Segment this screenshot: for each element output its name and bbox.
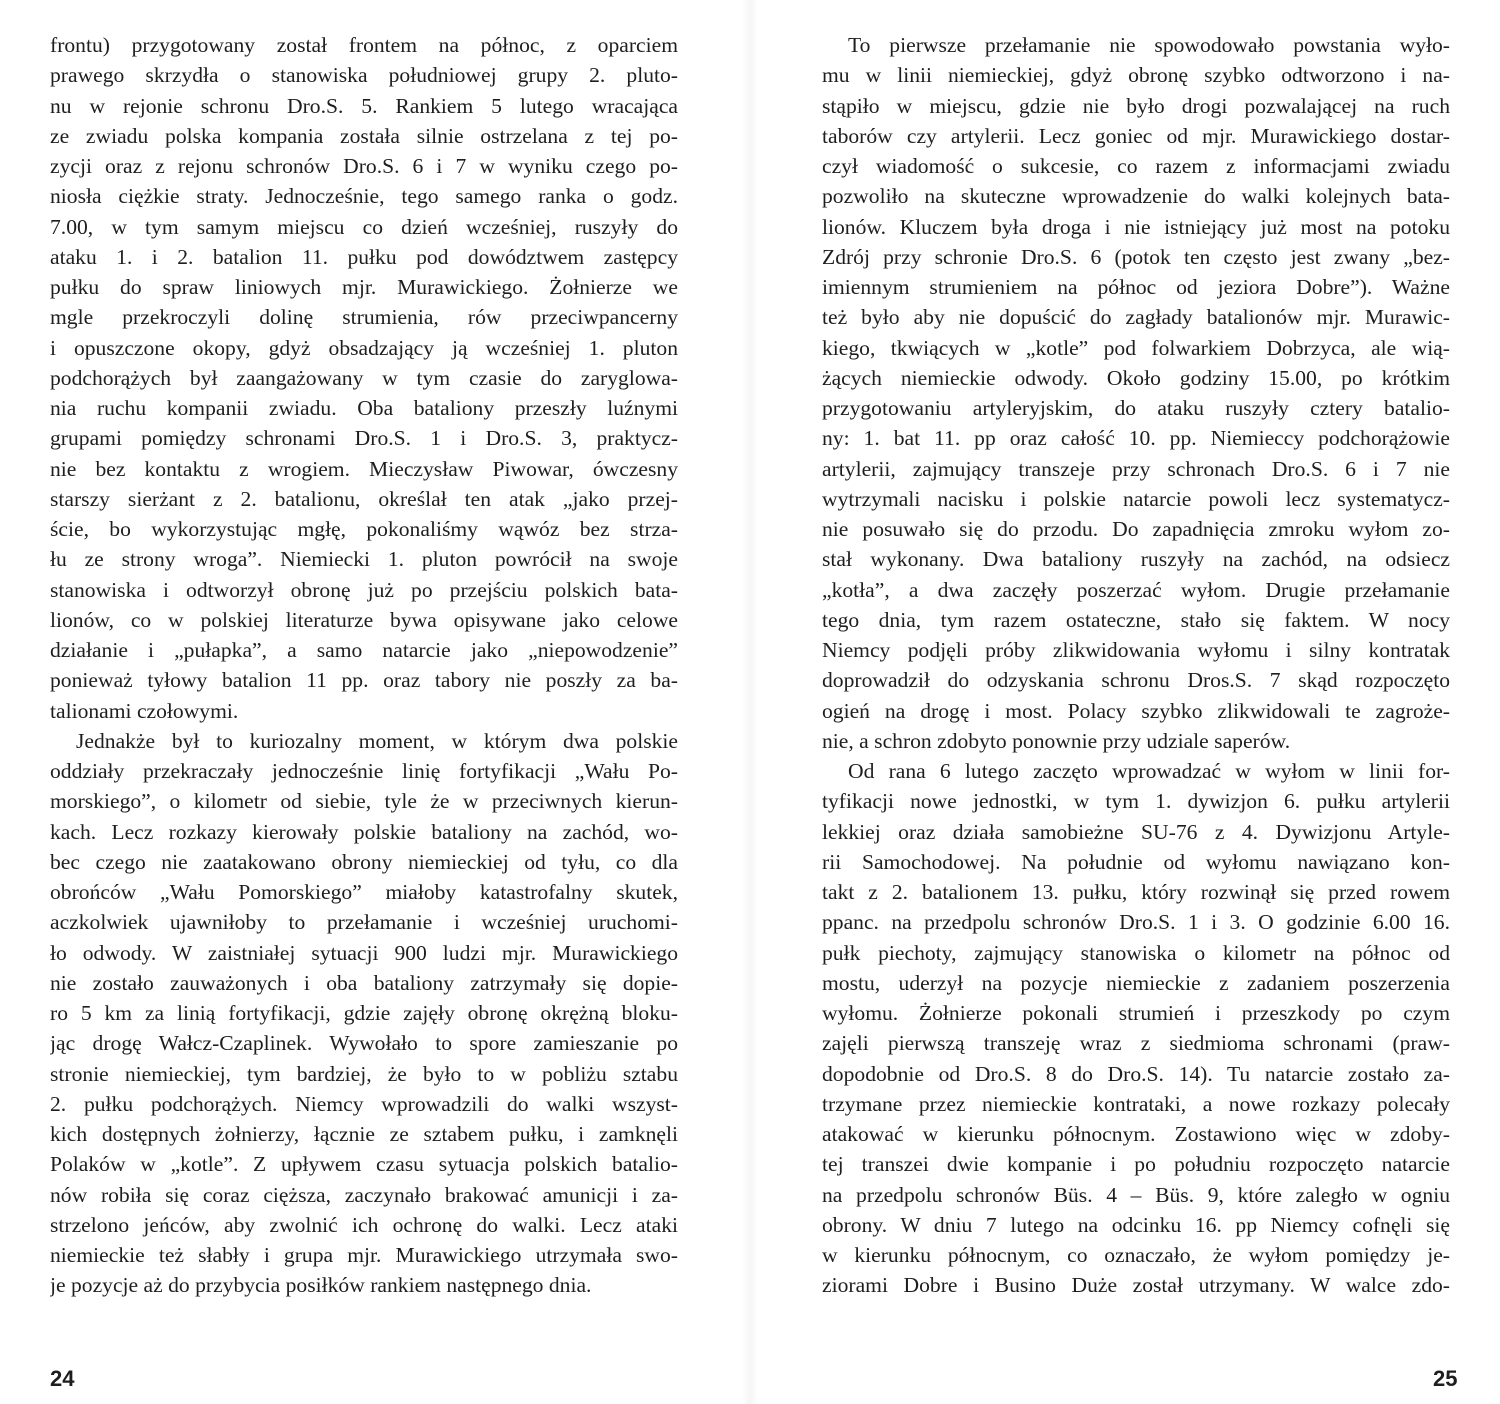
text-line: artylerii, zajmujący transzeje przy schronach Dro.S. 6 i 7 nie (822, 456, 1450, 481)
text-line: na przedpolu schronów Büs. 4 – Büs. 9, które zaległo w ogniu (822, 1182, 1450, 1207)
text-line: nie bez kontaktu z wrogiem. Mieczysław Piwowar, ówczesny (50, 456, 678, 481)
text-line: oddziały przekraczały jednocześnie linię fortyfikacji „Wału Po- (50, 759, 678, 783)
text-line: jąc drogę Wałcz-Czaplinek. Wywołało to spore zamieszanie po (50, 1031, 678, 1056)
text-line: w kierunku północnym, co oznaczało, że wyłom pomiędzy je- (822, 1243, 1450, 1267)
text-line: ro 5 km za linią fortyfikacji, gdzie zajęły obronę okrężną bloku- (50, 1001, 678, 1025)
text-line: Polaków w „kotle”. Z upływem czasu sytuacja polskich batalio- (50, 1152, 678, 1177)
text-line: podchorążych był zaangażowany w tym czasie do zaryglowa- (50, 365, 678, 390)
text-line: obrońców „Wału Pomorskiego” miałoby katastrofalny skutek, (50, 880, 678, 904)
text-line: ny: 1. bat 11. pp oraz całość 10. pp. Niemieccy podchorążowie (822, 426, 1450, 451)
text-line: lionów, co w polskiej literaturze bywa opisywane jako celowe (50, 607, 678, 632)
text-line: ponieważ tyłowy batalion 11 pp. oraz tabory nie poszły za ba- (50, 668, 678, 693)
text-line: ppanc. na przedpolu schronów Dro.S. 1 i 3. O godzinie 6.00 16. (822, 910, 1450, 935)
text-line: żących niemieckie odwody. Około godziny 15.00, po krótkim (822, 365, 1450, 390)
text-line: zajęli pierwszą transzeję wraz z siedmioma schronami (praw- (822, 1031, 1450, 1056)
paragraph-end-line: talionami czołowymi. (50, 698, 239, 723)
text-line: morskiego”, o kilometr od siebie, tyle że w przeciwnych kierun- (50, 789, 678, 814)
text-line: grupami pomiędzy schronami Dro.S. 1 i Dro.S. 3, praktycz- (50, 426, 678, 451)
text-line: lionów. Kluczem była droga i nie istniejący już most na potoku (822, 214, 1450, 239)
text-line: 2. pułku podchorążych. Niemcy wprowadzili do walki wszyst- (50, 1091, 678, 1116)
text-line: strzelono jeńców, aby zwolnić ich ochronę do walki. Lecz ataki (50, 1212, 678, 1237)
paragraph-end-line: nie, a schron zdobyto ponownie przy udziale saperów. (822, 728, 1291, 753)
paragraph-end-line: je pozycje aż do przybycia posiłków rankiem następnego dnia. (50, 1273, 592, 1298)
text-line: wyłomu. Żołnierze pokonali strumień i przeszkody po czym (822, 1001, 1450, 1025)
text-line: stąpiło w miejscu, gdzie nie było drogi pozwalającej na ruch (822, 93, 1450, 118)
text-line: bec czego nie zaatakowano obrony niemieckiej od tyłu, co dla (50, 849, 678, 874)
text-line: mu w linii niemieckiej, gdyż obronę szybko odtworzono i na- (822, 63, 1450, 88)
text-line: też było aby nie dopuścić do zagłady batalionów mjr. Murawic- (822, 305, 1450, 330)
text-line: ziorami Dobre i Businо Duże został utrzymany. W walce zdo- (822, 1273, 1450, 1298)
text-line: nów robiła się coraz cięższa, zaczynało brakować amunicji i za- (50, 1182, 678, 1207)
text-line: Zdrój przy schronie Dro.S. 6 (potok ten często jest zwany „bez- (822, 244, 1450, 269)
text-line: obrony. W dniu 7 lutego na odcinku 16. pp Niemcy cofnęli się (822, 1212, 1450, 1237)
paragraph-start-line: To pierwsze przełamanie nie spowodowało powstania wyło- (848, 33, 1450, 57)
text-line: ze zwiadu polska kompania została silnie ostrzelana z tej po- (50, 123, 678, 148)
text-line: takt z 2. batalionem 13. pułku, który rozwinął się przed rowem (822, 880, 1450, 904)
text-line: doprowadził do odzyskania schronu Dros.S. 7 skąd rozpoczęto (822, 668, 1450, 693)
text-line: stronie niemieckiej, tym bardziej, że było to w pobliżu sztabu (50, 1061, 678, 1086)
text-line: aczkolwiek ujawniłoby to przełamanie i wcześniej uruchomi- (50, 910, 678, 935)
text-line: ło odwody. W zaistniałej sytuacji 900 ludzi mjr. Murawickiego (50, 940, 678, 965)
text-line: kich dostępnych żołnierzy, łącznie ze sztabem pułku, i zamknęli (50, 1122, 678, 1146)
text-line: kiego, tkwiących w „kotle” pod folwarkiem Dobrzyca, ale wią- (822, 335, 1450, 360)
text-line: ście, bo wykorzystując mgłę, pokonaliśmy wąwóz bez strza- (50, 517, 678, 541)
text-line: trzymane przez niemieckie kontrataki, a nowe rozkazy polecały (822, 1091, 1450, 1116)
text-line: starszy sierżant z 2. batalionu, określał ten atak „jako przej- (50, 486, 678, 511)
text-line: niosła ciężkie straty. Jednocześnie, tego samego ranka o godz. (50, 184, 678, 209)
paragraph-start-line: Od rana 6 lutego zaczęto wprowadzać w wyłom w linii for- (848, 759, 1450, 783)
text-line: czył wiadomość o sukcesie, co razem z informacjami zwiadu (822, 154, 1450, 178)
text-line: niemieckie też słabły i grupa mjr. Murawickiego utrzymała swo- (50, 1243, 678, 1267)
text-line: kach. Lecz rozkazy kierowały polskie bataliony na zachód, wo- (50, 819, 678, 844)
text-line: wytrzymali nacisku i polskie natarcie powoli lecz systematycz- (822, 486, 1450, 511)
text-line: 7.00, w tym samym miejscu co dzień wcześniej, ruszyły do (50, 214, 678, 239)
text-line: pułku do spraw liniowych mjr. Murawickiego. Żołnierze we (50, 275, 678, 299)
page-number: 25 (1433, 1366, 1458, 1391)
text-line: taborów czy artylerii. Lecz goniec od mjr. Murawickiego dostar- (822, 123, 1450, 148)
text-line: ataku 1. i 2. batalion 11. pułku pod dowództwem zastępcy (50, 244, 678, 269)
text-line: mgle przekroczyli dolinę strumienia, rów przeciwpancerny (50, 305, 678, 330)
text-line: imiennym strumieniem na północ od jeziora Dobre”). Ważne (822, 275, 1450, 299)
text-line: frontu) przygotowany został frontem na północ, z oparciem (50, 33, 678, 57)
text-line: i opuszczone okopy, gdyż obsadzający ją wcześniej 1. pluton (50, 335, 678, 360)
text-line: Niemcy podjęli próby zlikwidowania wyłomu i silny kontratak (822, 638, 1450, 662)
text-line: łu ze strony wroga”. Niemiecki 1. pluton powrócił na swoje (50, 547, 678, 572)
text-line: tej transzei dwie kompanie i po południu rozpoczęto natarcie (822, 1152, 1450, 1177)
text-line: tego dnia, tym razem ostateczne, stało się faktem. W nocy (822, 607, 1450, 632)
text-line: nia ruchu kompanii zwiadu. Oba bataliony przeszły luźnymi (50, 396, 678, 420)
text-line: lekkiej oraz działa samobieżne SU-76 z 4. Dywizjonu Artyle- (822, 819, 1450, 844)
right-page (750, 0, 1500, 1404)
text-line: pozwoliło na skuteczne wprowadzenie do walki kolejnych bata- (822, 184, 1450, 209)
text-line: stanowiska i odtworzył obronę już po przejściu polskich bata- (50, 577, 678, 602)
text-line: nie posuwało się do przodu. Do zapadnięcia zmroku wyłom zo- (822, 517, 1450, 541)
text-line: „kotła”, a dwa zaczęły poszerzać wyłom. Drugie przełamanie (822, 577, 1450, 602)
text-line: przygotowaniu artyleryjskim, do ataku ruszyły cztery batalio- (822, 396, 1450, 420)
text-line: stał wykonany. Dwa bataliony ruszyły na zachód, na odsiecz (822, 547, 1450, 572)
text-line: tyfikacji nowe jednostki, w tym 1. dywizjon 6. pułku artylerii (822, 789, 1450, 814)
text-line: nie zostało zauważonych i oba bataliony zatrzymały się dopie- (50, 970, 678, 995)
text-line: nu w rejonie schronu Dro.S. 5. Rankiem 5 lutego wracająca (50, 93, 678, 118)
text-line: zycji oraz z rejonu schronów Dro.S. 6 i 7 w wyniku czego po- (50, 154, 678, 178)
left-page-text (50, 30, 678, 1301)
right-page-text (822, 30, 1450, 1301)
text-line: pułk piechoty, zajmujący stanowiska o kilometr na północ od (822, 940, 1450, 965)
text-line: ogień na drogę i most. Polacy szybko zlikwidowali te zagroże- (822, 698, 1450, 723)
text-line: mostu, uderzył na pozycje niemieckie z zadaniem poszerzenia (822, 970, 1450, 995)
text-line: prawego skrzydła o stanowiska południowej grupy 2. pluto- (50, 63, 678, 88)
text-line: działanie i „pułapka”, a samo natarcie jako „niepowodzenie” (50, 638, 678, 662)
paragraph-start-line: Jednakże był to kuriozalny moment, w którym dwa polskie (76, 728, 678, 753)
page-number: 24 (50, 1366, 75, 1391)
text-line: dopodobnie od Dro.S. 8 do Dro.S. 14). Tu natarcie zostało za- (822, 1061, 1450, 1086)
text-line: atakować w kierunku północnym. Zostawiono więc w zdoby- (822, 1122, 1450, 1146)
text-line: rii Samochodowej. Na południe od wyłomu nawiązano kon- (822, 849, 1450, 874)
